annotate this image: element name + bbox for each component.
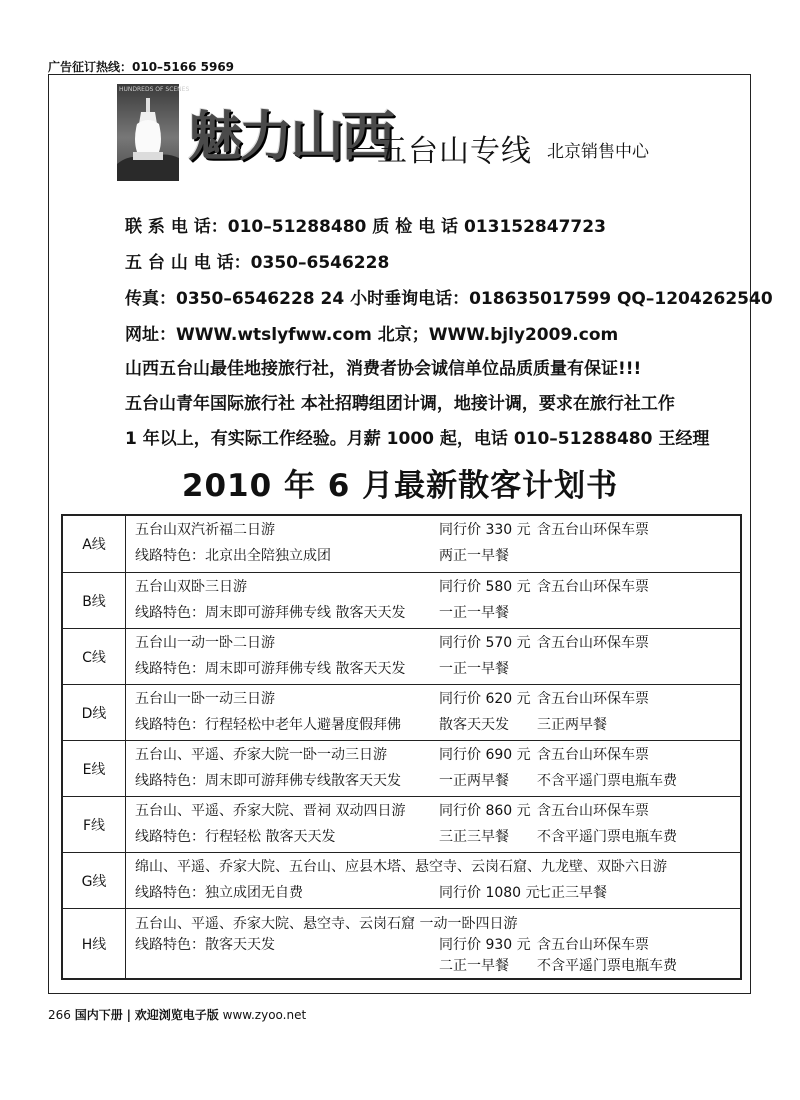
route-note: 含五台山环保车票 <box>537 937 649 953</box>
route-price: 散客天天发 <box>439 717 509 733</box>
route-price: 一正两早餐 <box>439 773 509 789</box>
route-price: 一正一早餐 <box>439 661 509 677</box>
sales-center: 北京销售中心 <box>547 142 649 162</box>
photo-caption: HUNDREDS OF SCENES <box>119 86 190 93</box>
hiring-requirement-line: 1 年以上，有实际工作经验。月薪 1000 起，电话 010–51288480 王经理 <box>125 429 710 449</box>
route-price: 同行价 580 元 <box>439 579 531 595</box>
route-note: 不含平遥门票电瓶车费 <box>537 958 677 974</box>
route-price: 二正一早餐 <box>439 958 509 974</box>
route-note: 含五台山环保车票 <box>537 803 649 819</box>
route-row <box>63 629 740 685</box>
route-price: 同行价 1080 元 <box>439 885 540 901</box>
route-code: D线 <box>63 685 126 740</box>
route-detail: 五台山一卧一动三日游 <box>135 691 275 707</box>
route-row <box>63 797 740 853</box>
route-row <box>63 909 740 978</box>
footer-slogan: 欢迎浏览电子版 <box>134 1008 219 1022</box>
ad-hotline: 广告征订热线：010–5166 5969 <box>48 60 235 74</box>
route-code: G线 <box>63 853 126 908</box>
page-footer <box>48 1006 306 1023</box>
route-note: 不含平遥门票电瓶车费 <box>537 829 677 845</box>
route-price: 同行价 690 元 <box>439 747 531 763</box>
route-code: F线 <box>63 797 126 852</box>
wutaishan-phone-line: 五 台 山 电 话：0350–6546228 <box>125 253 390 273</box>
pagoda-photo <box>117 84 190 181</box>
route-detail: 绵山、平遥、乔家大院、五台山、应县木塔、悬空寺、云岗石窟、九龙壁、双卧六日游 <box>135 859 667 875</box>
route-row <box>63 685 740 741</box>
route-code: B线 <box>63 573 126 628</box>
route-detail: 五台山、平遥、乔家大院、晋祠 双动四日游 <box>135 803 406 819</box>
route-price: 三正三早餐 <box>439 829 509 845</box>
route-detail: 五台山、平遥、乔家大院、悬空寺、云岗石窟 一动一卧四日游 <box>135 916 518 932</box>
agency-hiring-line: 五台山青年国际旅行社 本社招聘组团计调，地接计调，要求在旅行社工作 <box>125 394 675 414</box>
page-number: 266 <box>48 1008 71 1022</box>
route-row <box>63 516 740 573</box>
route-code: C线 <box>63 629 126 684</box>
route-row <box>63 853 740 909</box>
route-row <box>63 741 740 797</box>
footer-site: www.zyoo.net <box>222 1008 307 1022</box>
route-detail: 线路特色：周末即可游拜佛专线 散客天天发 <box>135 605 406 621</box>
guarantee-line: 山西五台山最佳地接旅行社，消费者协会诚信单位品质质量有保证!!! <box>125 359 642 379</box>
route-price: 同行价 930 元 <box>439 937 531 953</box>
route-table <box>61 514 742 980</box>
footer-separator: | <box>126 1008 131 1022</box>
route-note: 含五台山环保车票 <box>537 522 649 538</box>
route-price: 两正一早餐 <box>439 548 509 564</box>
fax-hotline-line: 传真：0350–6546228 24 小时垂询电话：018635017599 QQ–1204262540 <box>125 289 773 309</box>
website-line: 网址：WWW.wtslyfww.com 北京；WWW.bjly2009.com <box>125 325 619 345</box>
route-detail: 五台山一动一卧二日游 <box>135 635 275 651</box>
route-detail: 线路特色：独立成团无自费 <box>135 885 303 901</box>
route-note: 含五台山环保车票 <box>537 691 649 707</box>
brand-logo-text: 魅力山西 <box>188 104 392 168</box>
white-pagoda-icon <box>117 84 190 181</box>
route-note: 含五台山环保车票 <box>537 747 649 763</box>
route-detail: 线路特色：行程轻松中老年人避暑度假拜佛 <box>135 717 401 733</box>
route-detail: 五台山双汽祈福二日游 <box>135 522 275 538</box>
route-note: 含五台山环保车票 <box>537 579 649 595</box>
plan-title: 2010 年 6 月最新散客计划书 <box>181 468 619 504</box>
route-note: 三正两早餐 <box>537 717 607 733</box>
route-code: E线 <box>63 741 126 796</box>
route-detail: 线路特色：周末即可游拜佛专线 散客天天发 <box>135 661 406 677</box>
contact-phone-line: 联 系 电 话：010–51288480 质 检 电 话 013152847723 <box>125 217 606 237</box>
footer-section: 国内下册 <box>74 1008 123 1022</box>
route-code: A线 <box>63 516 126 572</box>
route-subtitle: 一五台山专线 <box>346 134 532 169</box>
route-detail: 线路特色：行程轻松 散客天天发 <box>135 829 336 845</box>
route-note: 七正三早餐 <box>537 885 607 901</box>
route-price: 同行价 570 元 <box>439 635 531 651</box>
route-detail: 线路特色：北京出全陪独立成团 <box>135 548 331 564</box>
route-price: 同行价 620 元 <box>439 691 531 707</box>
route-detail: 线路特色：散客天天发 <box>135 937 275 953</box>
route-note: 不含平遥门票电瓶车费 <box>537 773 677 789</box>
route-note: 含五台山环保车票 <box>537 635 649 651</box>
route-price: 一正一早餐 <box>439 605 509 621</box>
route-detail: 线路特色：周末即可游拜佛专线散客天天发 <box>135 773 401 789</box>
route-detail: 五台山双卧三日游 <box>135 579 247 595</box>
route-detail: 五台山、平遥、乔家大院一卧一动三日游 <box>135 747 387 763</box>
route-price: 同行价 860 元 <box>439 803 531 819</box>
route-row <box>63 573 740 629</box>
route-code: H线 <box>63 909 126 978</box>
route-price: 同行价 330 元 <box>439 522 531 538</box>
